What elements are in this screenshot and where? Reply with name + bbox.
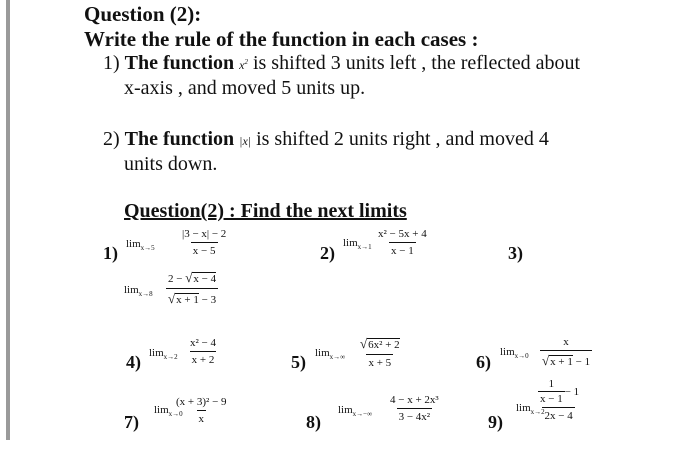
item-1-line-2: x-axis , and moved 5 units up. [124,77,366,99]
limit-1-lim: $\lim_{x\to 5}$ [126,238,155,253]
limit-6-denominator: √x + 1 − 1 [540,350,592,369]
item-1-number: 1) [103,52,120,74]
limit-2-denominator: x − 1 [389,242,416,257]
limit-9-label: 9) [488,412,503,432]
limit-5-numerator: √6x² + 2 [360,336,400,351]
item-2-rest: is shifted 2 units right , and moved 4 [256,128,549,150]
limit-2-lim: $\lim_{x\to 1}$ [343,237,372,252]
limit-1b-denominator: √x + 1 − 3 [166,288,218,307]
limit-5-fraction [358,336,402,369]
limit-9-numerator: 1 x − 1 − 1 [540,378,580,405]
limit-7-denominator: x [197,410,207,425]
limit-3-label: 3) [508,243,523,263]
limit-2-label: 2) [320,243,335,263]
item-1-rest: is shifted 3 units left , the reflected about [252,52,581,74]
limit-5-label: 5) [291,352,306,372]
limit-6-lim: $\lim_{x\to 0}$ [500,346,529,361]
limit-1b-numerator: 2 − √x − 4 [168,270,217,285]
limit-6-numerator: x [563,336,569,348]
limit-1-denominator: x − 5 [191,242,218,257]
limit-5-lim: $\lim_{x\to\infty}$ [315,347,346,362]
item-2-fn: |x| [239,134,252,148]
limit-1-numerator: |3 − x| − 2 [182,228,227,240]
limit-7-fraction [174,396,229,425]
limit-8-label: 8) [306,412,321,432]
limits-heading: Question(2) : Find the next limits [124,200,407,222]
instructions: Write the rule of the function in each cases : [84,27,479,51]
limit-1b-fraction [166,270,218,307]
limit-7-numerator: (x + 3)² − 9 [176,396,227,408]
limit-8-fraction [388,394,441,423]
limit-4-denominator: x + 2 [190,351,217,366]
limit-5-denominator: x + 5 [366,354,393,369]
limit-1-fraction [180,228,228,257]
limit-1b-lim: $\lim_{x\to 8}$ [124,284,153,299]
limit-2-numerator: x² − 5x + 4 [378,228,427,240]
limit-9-denominator: 2x − 4 [542,407,574,422]
item-2-number: 2) [103,128,120,150]
item-1-fn: $x^2$ [239,58,248,72]
item-1-line-1 [103,52,580,75]
question-header: Question (2): [84,2,202,26]
limit-7-label: 7) [124,412,139,432]
limit-4-lim: $\lim_{x\to 2}$ [149,347,178,362]
item-2-line-2: units down. [124,153,218,175]
limit-6-label: 6) [476,352,491,372]
item-1-bold: The function [124,52,235,74]
limit-2-fraction [376,228,429,257]
limit-7-lim: $\lim_{x\to 0}$ [154,404,183,419]
left-margin-bar [6,0,10,440]
limit-8-numerator: 4 − x + 2x³ [390,394,439,406]
limit-6-fraction [540,336,592,369]
limit-4-numerator: x² − 4 [190,337,217,349]
limit-9-fraction [536,378,581,422]
limit-8-denominator: 3 − 4x² [397,408,433,423]
limit-9-lim: $\lim_{x\to 2}$ [516,402,545,417]
limit-4-fraction [188,337,218,366]
limit-4-label: 4) [126,352,141,372]
item-2-line-1 [103,128,549,151]
limit-9-inner-fraction: 1 x − 1 [540,378,563,405]
item-2-bold: The function [124,128,235,150]
limit-1-label: 1) [103,243,118,263]
limit-8-lim: $\lim_{x\to-\infty}$ [338,404,373,419]
